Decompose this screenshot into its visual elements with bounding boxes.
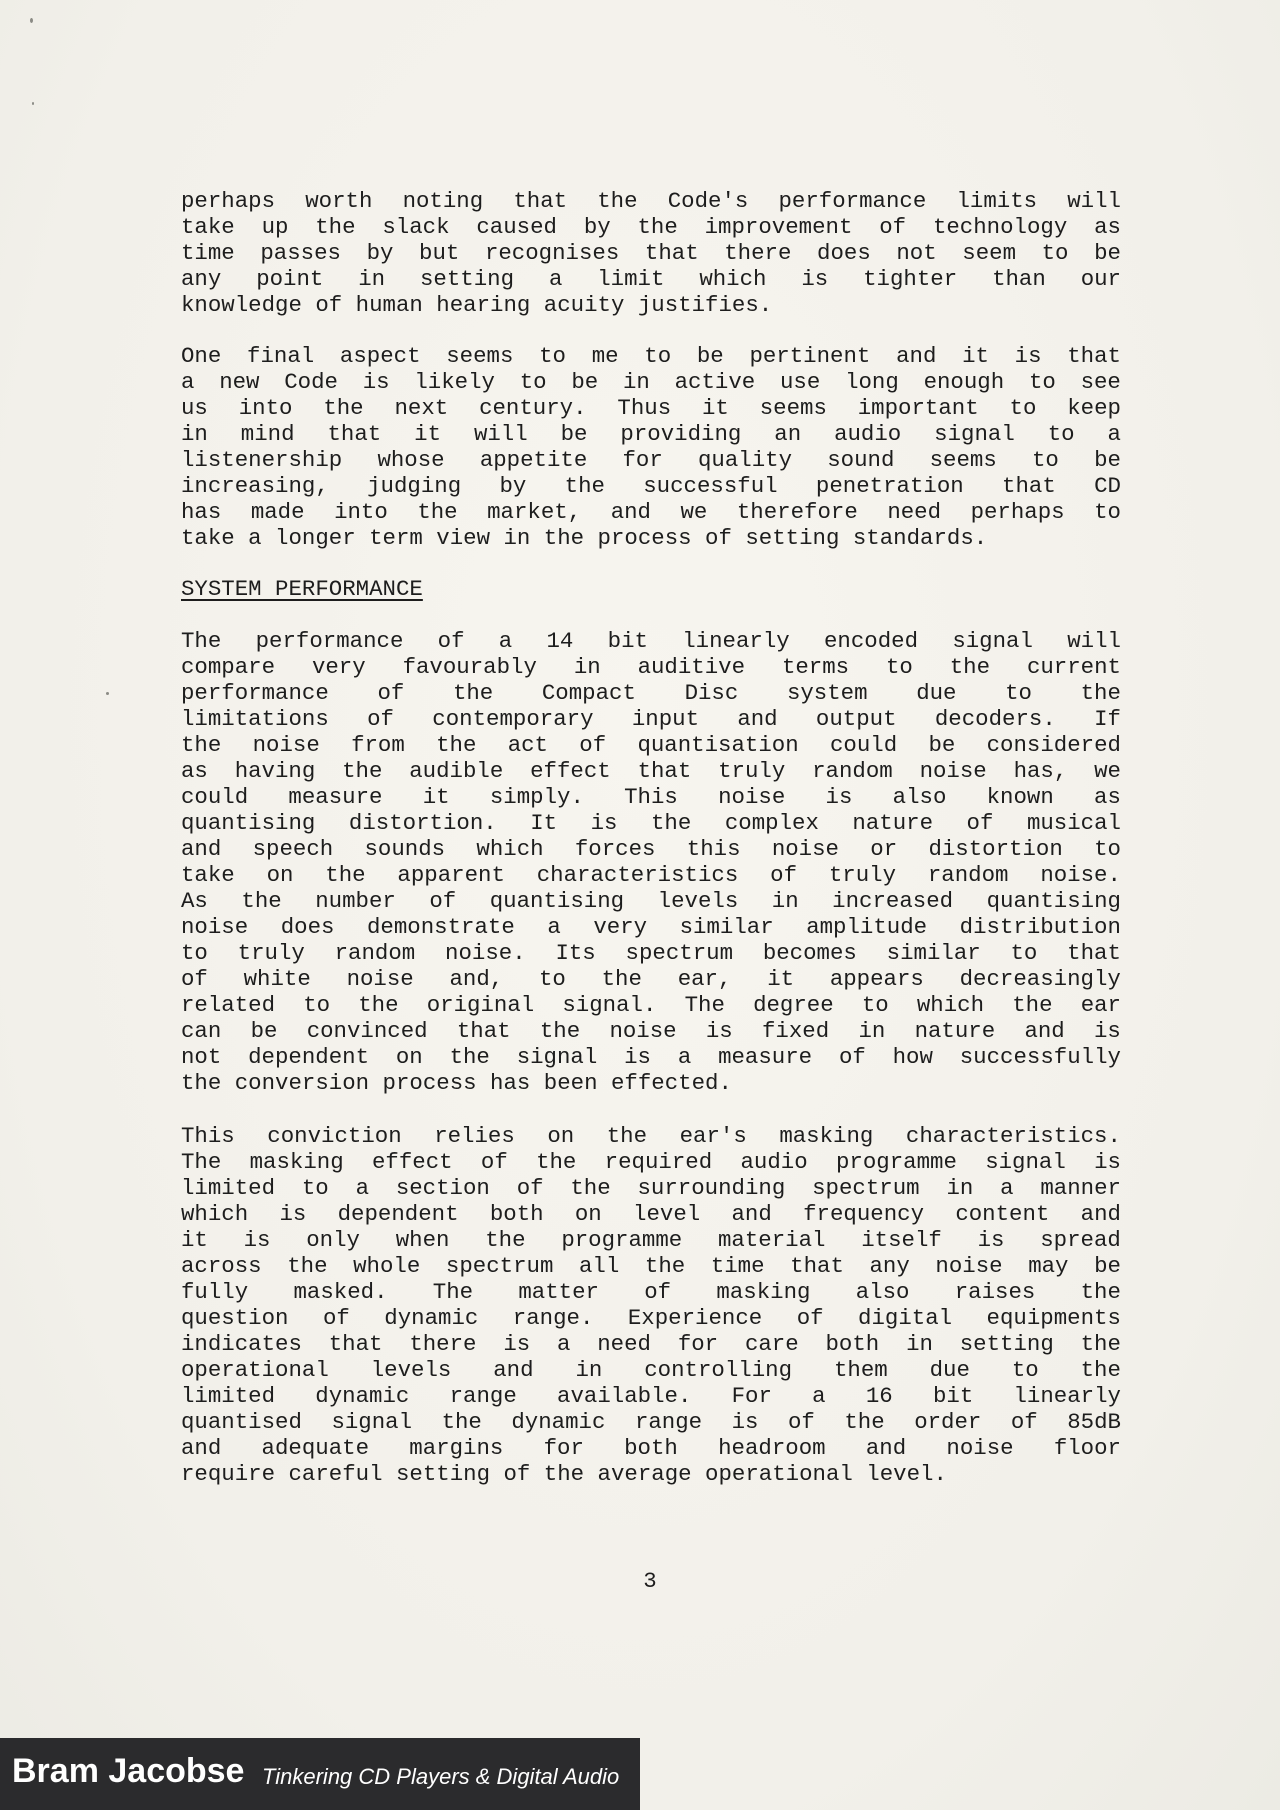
text-line: limited dynamic range available. For a 16 bit linearly	[181, 1383, 1121, 1409]
text-line: not dependent on the signal is a measure of how successfully	[181, 1044, 1121, 1070]
text-line: across the whole spectrum all the time that any noise may be	[181, 1253, 1121, 1279]
paragraph-4	[181, 1123, 1121, 1487]
text-line: performance of the Compact Disc system due to the	[181, 680, 1121, 706]
text-line: could measure it simply. This noise is also known as	[181, 784, 1121, 810]
text-line: can be convinced that the noise is fixed in nature and is	[181, 1018, 1121, 1044]
footer-banner	[0, 1738, 640, 1810]
text-line: operational levels and in controlling them due to the	[181, 1357, 1121, 1383]
text-line: time passes by but recognises that there does not seem to be	[181, 240, 1121, 266]
text-line: noise does demonstrate a very similar amplitude distribution	[181, 914, 1121, 940]
section-heading: SYSTEM PERFORMANCE	[181, 576, 423, 602]
text-line: a new Code is likely to be in active use long enough to see	[181, 369, 1121, 395]
text-line: has made into the market, and we therefore need perhaps to	[181, 499, 1121, 525]
text-line: indicates that there is a need for care both in setting the	[181, 1331, 1121, 1357]
text-line: perhaps worth noting that the Code's performance limits will	[181, 188, 1121, 214]
text-line: require careful setting of the average operational level.	[181, 1461, 947, 1487]
text-line: and speech sounds which forces this noise or distortion to	[181, 836, 1121, 862]
text-line: limitations of contemporary input and output decoders. If	[181, 706, 1121, 732]
text-line: take a longer term view in the process of setting standards.	[181, 525, 988, 551]
text-line: to truly random noise. Its spectrum becomes similar to that	[181, 940, 1121, 966]
text-line: the conversion process has been effected.	[181, 1070, 732, 1096]
text-line: This conviction relies on the ear's masking characteristics.	[181, 1123, 1121, 1149]
text-line: as having the audible effect that truly random noise has, we	[181, 758, 1121, 784]
paper-speck	[30, 18, 33, 23]
text-line: and adequate margins for both headroom and noise floor	[181, 1435, 1121, 1461]
text-line: One final aspect seems to me to be pertinent and it is that	[181, 343, 1121, 369]
text-line: question of dynamic range. Experience of digital equipments	[181, 1305, 1121, 1331]
text-line: in mind that it will be providing an audio signal to a	[181, 421, 1121, 447]
footer-author-name: Bram Jacobse	[12, 1752, 245, 1790]
text-line: which is dependent both on level and frequency content and	[181, 1201, 1121, 1227]
paragraph-2	[181, 343, 1121, 551]
text-line: increasing, judging by the successful penetration that CD	[181, 473, 1121, 499]
page-number: 3	[643, 1568, 657, 1594]
text-line: The masking effect of the required audio programme signal is	[181, 1149, 1121, 1175]
text-line: knowledge of human hearing acuity justifies.	[181, 292, 773, 318]
paragraph-1	[181, 188, 1121, 318]
text-line: listenership whose appetite for quality sound seems to be	[181, 447, 1121, 473]
text-line: take up the slack caused by the improvement of technology as	[181, 214, 1121, 240]
text-line: The performance of a 14 bit linearly encoded signal will	[181, 628, 1121, 654]
paper-speck	[106, 692, 109, 695]
text-line: compare very favourably in auditive terms to the current	[181, 654, 1121, 680]
text-line: the noise from the act of quantisation could be considered	[181, 732, 1121, 758]
text-line: it is only when the programme material itself is spread	[181, 1227, 1121, 1253]
text-line: take on the apparent characteristics of truly random noise.	[181, 862, 1121, 888]
text-line: any point in setting a limit which is tighter than our	[181, 266, 1121, 292]
text-line: quantised signal the dynamic range is of the order of 85dB	[181, 1409, 1121, 1435]
text-line: related to the original signal. The degree to which the ear	[181, 992, 1121, 1018]
text-line: of white noise and, to the ear, it appears decreasingly	[181, 966, 1121, 992]
text-line: us into the next century. Thus it seems important to keep	[181, 395, 1121, 421]
footer-tagline: Tinkering CD Players & Digital Audio	[262, 1764, 620, 1789]
text-line: fully masked. The matter of masking also raises the	[181, 1279, 1121, 1305]
text-line: As the number of quantising levels in increased quantising	[181, 888, 1121, 914]
paper-speck	[32, 102, 34, 105]
text-line: quantising distortion. It is the complex nature of musical	[181, 810, 1121, 836]
paragraph-3	[181, 628, 1121, 1096]
text-line: limited to a section of the surrounding spectrum in a manner	[181, 1175, 1121, 1201]
